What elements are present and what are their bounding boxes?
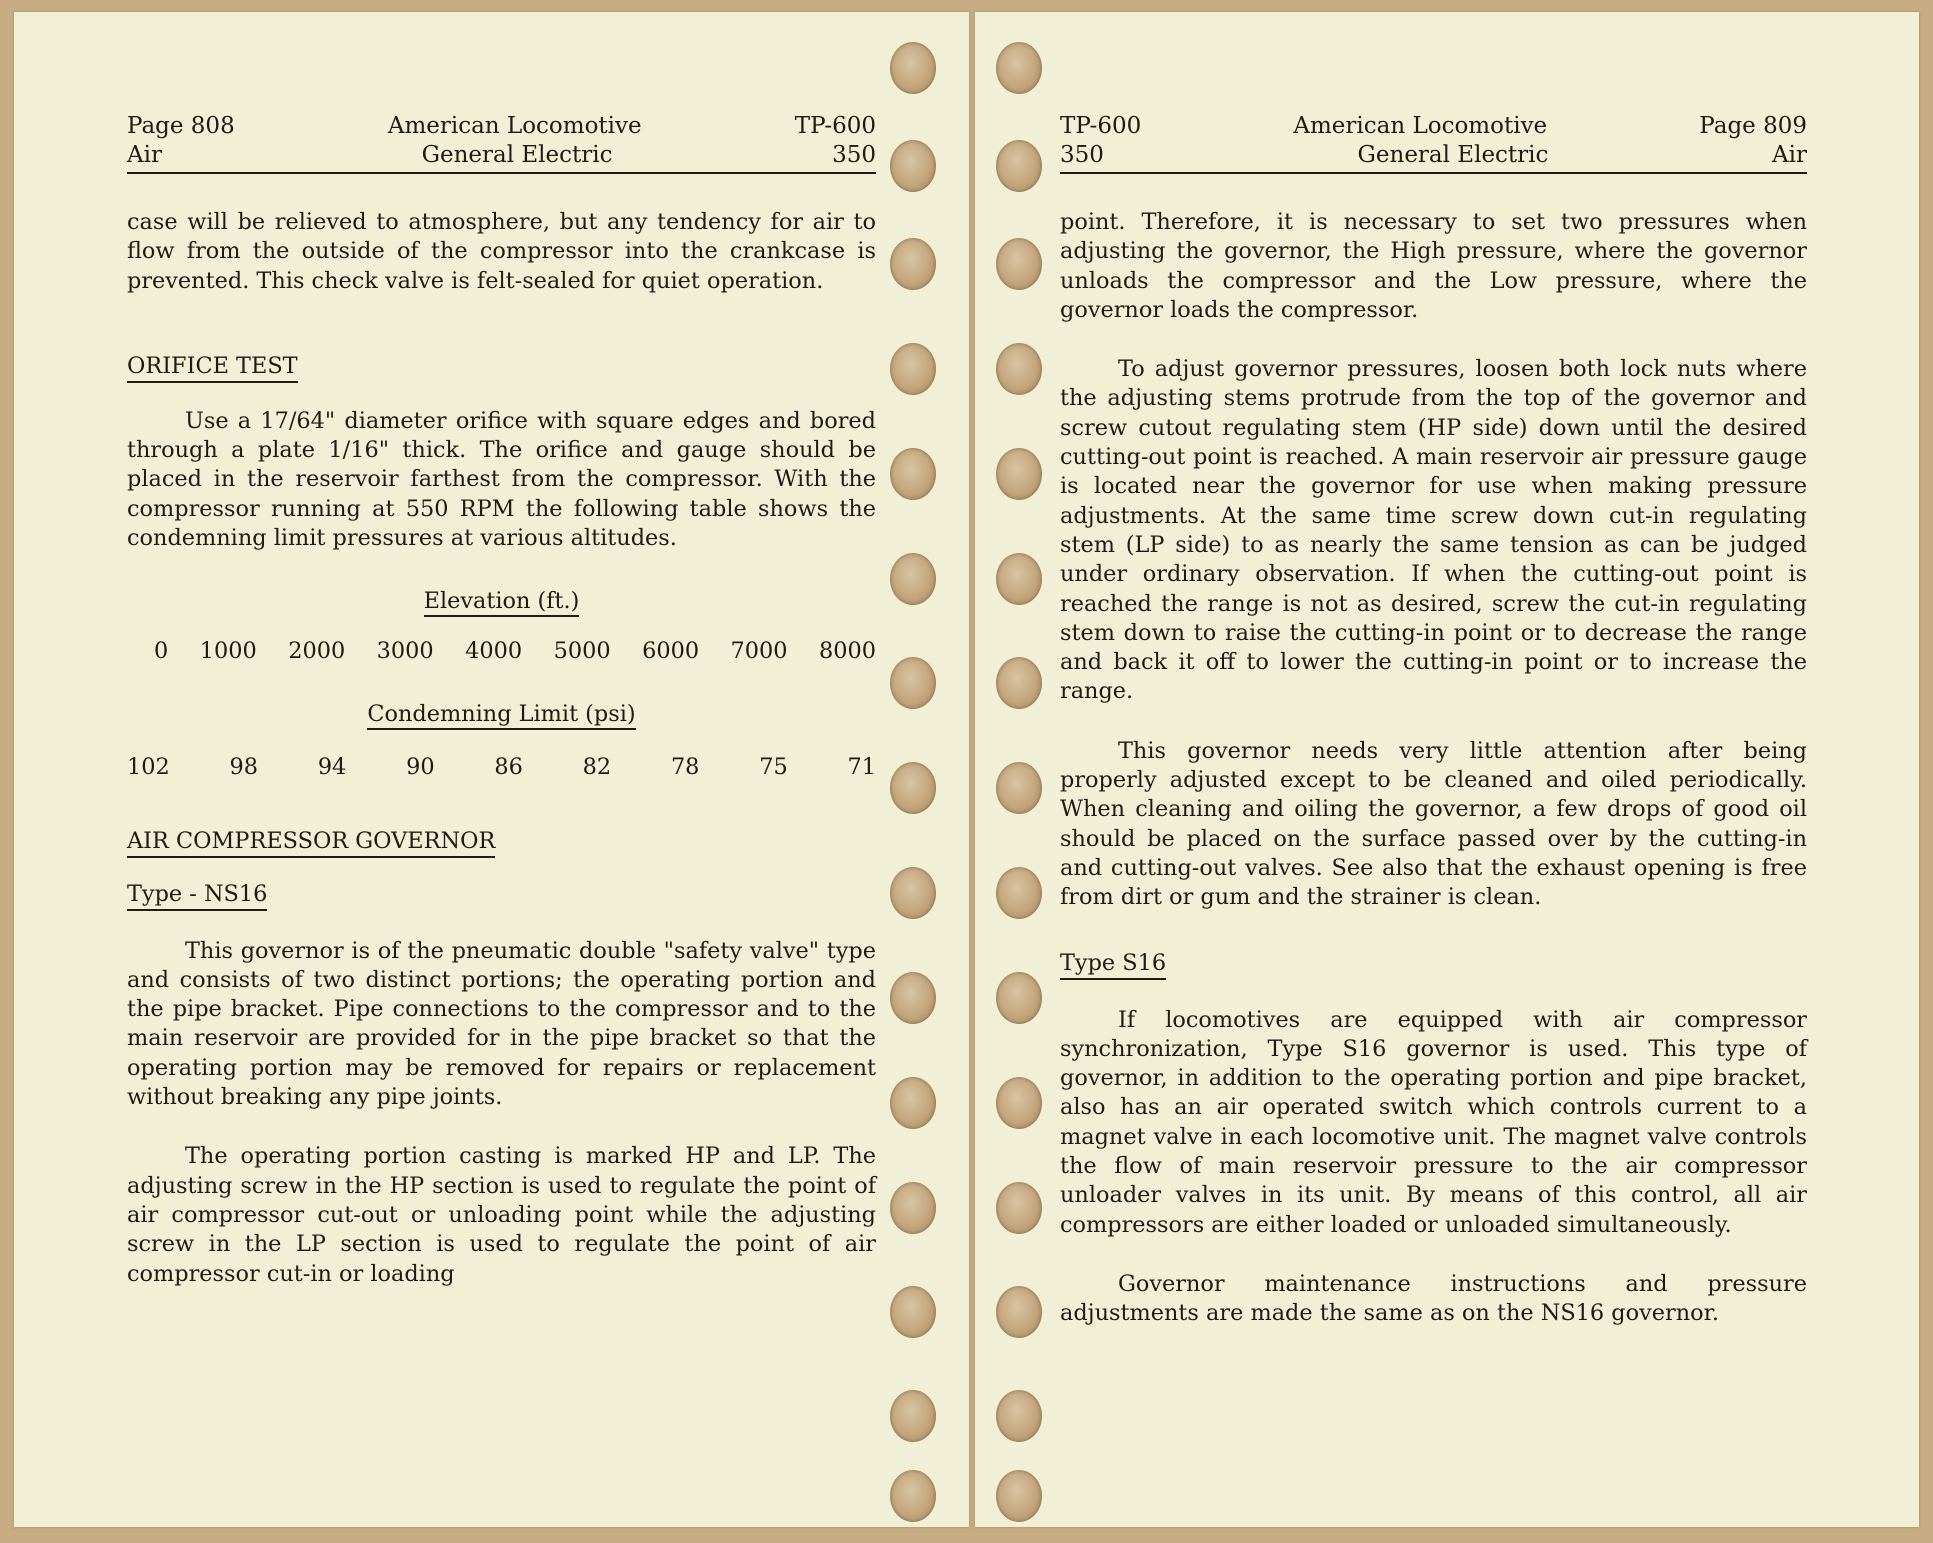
page-number: Page 808: [127, 113, 235, 139]
punch-hole: [890, 867, 936, 919]
punch-hole: [996, 972, 1042, 1024]
elevation-value: 7000: [730, 637, 788, 664]
punch-hole: [996, 762, 1042, 814]
punch-hole: [890, 238, 936, 290]
elevation-row: [127, 637, 876, 666]
punch-hole: [996, 657, 1042, 709]
paragraph: This governor is of the pneumatic double "safety valve" type and consists of two distinct portions; the operating portion and the pipe bracket. Pipe connections to the compressor and to the main reservoir are provided for in the pipe bracket so that the operating portion may be removed for repairs or replacement without breaking any pipe joints.: [127, 937, 876, 1111]
limit-value: 86: [494, 754, 523, 781]
punch-hole: [996, 1077, 1042, 1129]
punch-hole: [890, 1286, 936, 1338]
header-model: TP-600: [794, 113, 876, 139]
punch-hole: [890, 972, 936, 1024]
limit-value: 71: [847, 754, 876, 781]
header-title: American Locomotive: [387, 113, 642, 139]
elevation-value: 6000: [642, 637, 700, 664]
header-model-number: 350: [1060, 142, 1104, 168]
limit-value: 98: [229, 754, 259, 781]
right-body: [1060, 208, 1807, 1329]
condemning-limit-title: Condemning Limit (psi): [127, 700, 876, 729]
page-number: Page 809: [1699, 113, 1807, 139]
limit-value: 78: [670, 754, 700, 781]
left-body: [127, 208, 876, 1289]
header-section: Air: [1772, 142, 1807, 168]
punch-hole: [996, 1286, 1042, 1338]
limit-value: 75: [759, 754, 788, 781]
punch-hole: [996, 42, 1042, 94]
elevation-value: 1000: [199, 637, 257, 664]
punch-hole: [890, 657, 936, 709]
elevation-title: Elevation (ft.): [127, 587, 876, 616]
limit-value: 94: [317, 754, 347, 781]
punch-hole: [890, 42, 936, 94]
elevation-value: 3000: [376, 637, 434, 664]
paragraph: If locomotives are equipped with air compressor synchronization, Type S16 governor is used. This type of governor, in addition to the operating portion and pipe bracket, also has an air operated switch which controls current to a magnet valve in each locomotive unit. The magnet valve controls the flow of main reservoir pressure to the air compressor unloader valves in its unit. By means of this control, all air compressors are either loaded or unloaded simultaneously.: [1060, 1006, 1807, 1238]
punch-hole: [890, 1182, 936, 1234]
right-page: [975, 12, 1919, 1527]
punch-hole: [890, 1077, 936, 1129]
punch-hole: [890, 762, 936, 814]
punch-hole: [996, 1470, 1042, 1522]
punch-hole: [890, 1390, 936, 1442]
punch-hole: [890, 1470, 936, 1522]
left-page: [14, 12, 969, 1527]
type-ns16-heading: Type - NS16: [127, 881, 267, 911]
punch-hole: [890, 448, 936, 500]
punch-hole: [996, 238, 1042, 290]
paragraph: Governor maintenance instructions and pressure adjustments are made the same as on the NS16 governor.: [1060, 1270, 1807, 1327]
punch-hole: [890, 140, 936, 192]
elevation-value: 8000: [819, 637, 876, 664]
paragraph: point. Therefore, it is necessary to set two pressures when adjusting the governor, the High pressure, where the governor unloads the compressor and the Low pressure, where the governor loads the compressor.: [1060, 209, 1807, 323]
orifice-test-heading: ORIFICE TEST: [127, 353, 298, 383]
limit-value: 90: [406, 754, 435, 781]
header-model-number: 350: [832, 142, 876, 168]
punch-hole: [996, 140, 1042, 192]
header-section: Air: [127, 142, 162, 168]
elevation-value: 0: [154, 637, 169, 664]
header-subtitle: General Electric: [421, 142, 613, 168]
punch-hole: [996, 1390, 1042, 1442]
limit-value: 82: [582, 754, 612, 781]
elevation-value: 5000: [553, 637, 611, 664]
paragraph: This governor needs very little attention after being properly adjusted except to be cleaned and oiled periodically. When cleaning and oiling the governor, a few drops of good oil should be placed on the surface passed over by the cutting-in and cutting-out valves. See also that the exhaust opening is free from dirt or gum and the strainer is clean.: [1060, 737, 1807, 911]
punch-hole: [890, 343, 936, 395]
header-subtitle: General Electric: [1357, 142, 1549, 168]
left-page-content: [127, 112, 876, 1289]
limit-value: 102: [127, 754, 170, 781]
paragraph: To adjust governor pressures, loosen both lock nuts where the adjusting stems protrude from the top of the governor and screw cutout regulating stem (HP side) down until the desired cutting-out point is reached. A main reservoir air pressure gauge is located near the governor for use when making pressure adjustments. At the same time screw down cut-in regulating stem (LP side) to as nearly the same tension as can be judged under ordinary observation. If when the cutting-out point is reached the range is not as desired, screw the cut-in regulating stem down to raise the cutting-in point or to decrease the range and back it off to lower the cutting-in point or to increase the range.: [1060, 356, 1807, 705]
right-page-content: [1060, 112, 1807, 1329]
paragraph: case will be relieved to atmosphere, but any tendency for air to flow from the outside of the compressor into the crankcase is prevented. This check valve is felt-sealed for quiet operation.: [127, 209, 876, 294]
punch-hole: [996, 1182, 1042, 1234]
type-s16-heading: Type S16: [1060, 950, 1166, 980]
header-title: American Locomotive: [1293, 113, 1548, 139]
paragraph: The operating portion casting is marked HP and LP. The adjusting screw in the HP section is used to regulate the point of air compressor cut-out or unloading point while the adjusting screw in the LP section is used to regulate the point of air compressor cut-in or loading: [127, 1143, 876, 1287]
elevation-value: 2000: [288, 637, 346, 664]
governor-heading: AIR COMPRESSOR GOVERNOR: [127, 828, 495, 858]
paragraph: Use a 17/64" diameter orifice with square edges and bored through a plate 1/16" thick. The orifice and gauge should be placed in the reservoir farthest from the compressor. With the compressor running at 550 RPM the following table shows the condemning limit pressures at various altitudes.: [127, 407, 876, 552]
left-page-header: [127, 112, 876, 174]
header-model: TP-600: [1060, 113, 1142, 139]
punch-hole: [996, 448, 1042, 500]
elevation-value: 4000: [465, 637, 523, 664]
punch-hole: [996, 553, 1042, 605]
punch-hole: [996, 867, 1042, 919]
punch-hole: [890, 553, 936, 605]
limit-row: [127, 753, 876, 782]
punch-hole: [996, 343, 1042, 395]
right-page-header: [1060, 112, 1807, 174]
